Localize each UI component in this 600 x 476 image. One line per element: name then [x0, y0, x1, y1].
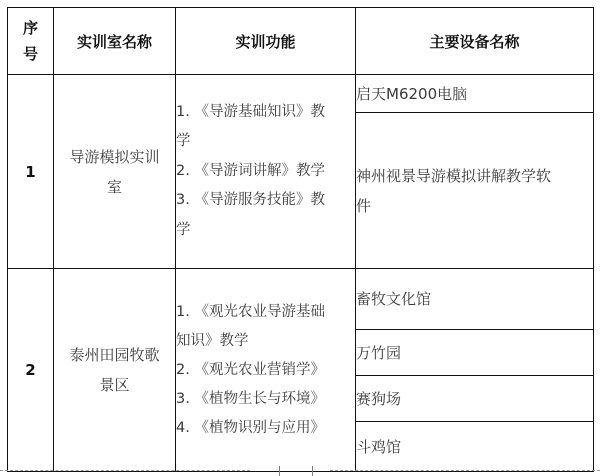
row-number: 2 [8, 269, 54, 472]
function-item: 4. 《植物识别与应用》 [176, 419, 325, 436]
function-item: 学 [176, 133, 191, 150]
page-guide-line [330, 470, 600, 471]
equipment-item: 赛狗场 [356, 376, 594, 422]
page-guide-tick [279, 466, 280, 476]
room-name-line1: 泰州田园牧歌 [69, 346, 160, 364]
function-item: 3. 《植物生长与环境》 [176, 390, 325, 407]
training-room-table [7, 7, 594, 472]
table-row [8, 269, 594, 330]
function-item: 3. 《导游服务技能》教 [176, 192, 325, 209]
equipment-item: 万竹园 [356, 330, 594, 376]
table-row [8, 75, 594, 113]
equipment-item: 畜牧文化馆 [356, 269, 594, 330]
header-room-name: 实训室名称 [54, 8, 176, 75]
function-item: 2. 《观光农业营销学》 [176, 361, 325, 378]
function-item: 学 [176, 221, 191, 238]
page-guide-line [0, 470, 250, 471]
table-header-row [8, 8, 594, 75]
room-name [54, 75, 176, 269]
equipment-item [356, 113, 594, 269]
room-name-line2: 室 [106, 177, 122, 196]
room-name-line1: 导游模拟实训 [69, 147, 160, 166]
header-no-line2: 号 [22, 45, 38, 63]
function-item: 1. 《观光农业导游基础 [176, 303, 325, 320]
header-no-line1: 序 [22, 19, 38, 37]
equipment-item: 斗鸡馆 [356, 422, 594, 472]
room-name [54, 269, 176, 472]
equipment-item: 启天M6200电脑 [356, 75, 594, 113]
function-item: 2. 《导游词讲解》教学 [176, 162, 325, 179]
row-number: 1 [8, 75, 54, 269]
function-list [176, 269, 356, 472]
header-function: 实训功能 [176, 8, 356, 75]
header-no [8, 8, 54, 75]
equipment-line: 件 [356, 196, 372, 215]
room-name-line2: 景区 [99, 376, 130, 394]
function-item: 1. 《导游基础知识》教 [176, 103, 325, 120]
header-equipment: 主要设备名称 [356, 8, 594, 75]
equipment-line: 神州视景导游模拟讲解教学软 [356, 166, 552, 185]
page-guide-tick [312, 466, 313, 476]
function-list [176, 75, 356, 269]
function-item: 知识》教学 [176, 332, 249, 349]
